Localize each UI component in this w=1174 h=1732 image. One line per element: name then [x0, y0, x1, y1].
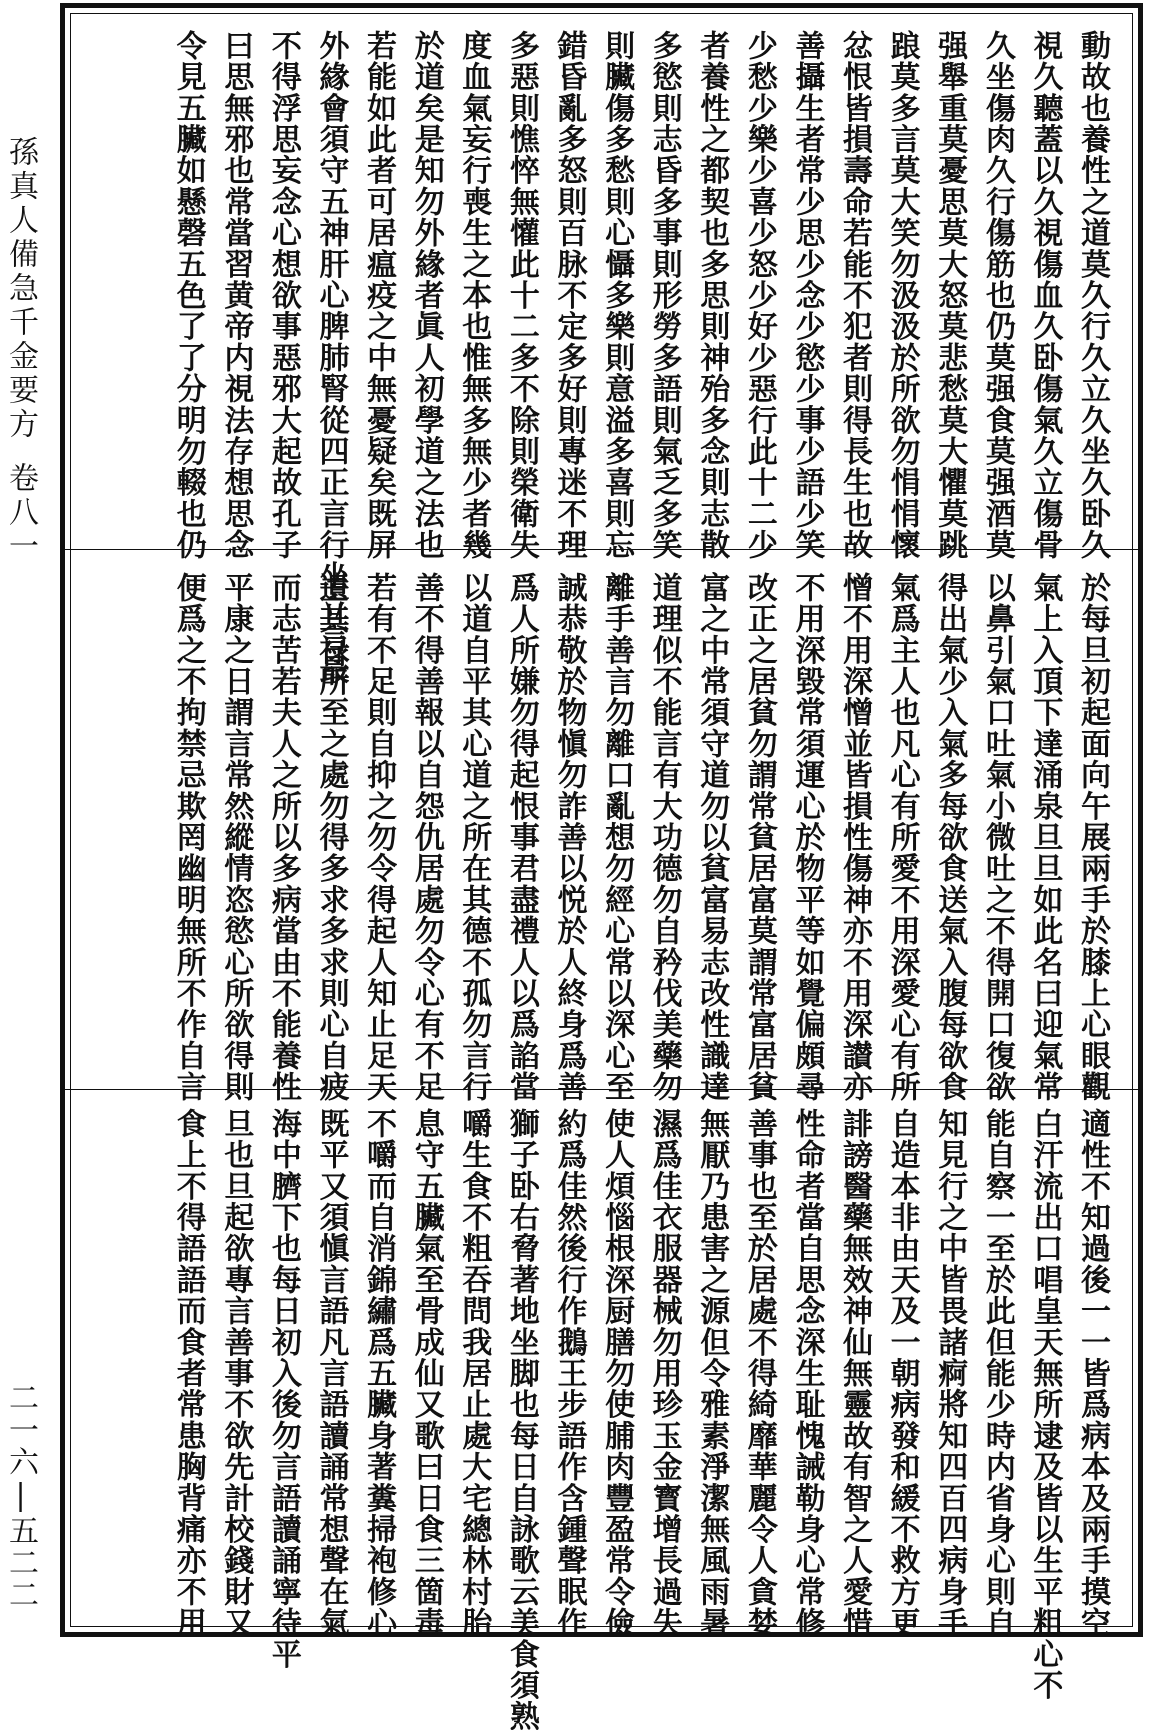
text-column: 踉莫多言莫大笑勿汲汲於所欲勿悁悁懷 [884, 30, 920, 561]
text-column: 富之中常須守道勿以貧富易志改性識達 [694, 572, 730, 1103]
side-title: 孫真人備急千金要方 [3, 136, 38, 442]
text-column: 强舉重莫憂思莫大怒莫悲愁莫大懼莫跳 [932, 30, 968, 561]
side-page-number: 二一六|五二二 [3, 1382, 38, 1611]
text-column: 使人煩惱根深厨膳勿使脯肉豐盈常令儉 [599, 1108, 635, 1639]
text-column: 於每旦初起面向午展兩手於膝上心眼觀 [1075, 572, 1110, 1103]
text-column: 則臟傷多愁則心懾多樂則意溢多喜則忘 [599, 30, 635, 561]
text-column: 多慾則志昏多事則形勞多語則氣乏多笑 [646, 30, 682, 561]
panel-bottom-text [164, 1108, 1116, 1732]
text-column: 者養性之都契也多思則神殆多念則志散 [694, 30, 730, 561]
panel-middle-text [164, 572, 1116, 1103]
text-column: 遺其禄所至之處勿得多求多求則心自疲 [313, 572, 349, 1103]
text-column: 海中臍下也每日初入後勿言語讀誦寧待平 [265, 1108, 301, 1670]
text-column: 誠恭敬於物愼勿詐善以悦於人終身爲善 [551, 572, 587, 1103]
text-column: 若有不足則自抑之勿令得起人知止足天 [361, 572, 397, 1103]
panel-middle [65, 549, 1138, 1103]
text-column: 約爲佳然後行作鵝王步語作含鍾聲眠作 [551, 1108, 587, 1639]
text-column: 以道自平其心道之所在其德不孤勿言行 [456, 572, 492, 1103]
text-column: 食上不得語語而食者常患胸背痛亦不用 [170, 1108, 206, 1639]
text-column: 既平又須愼言語凡言語讀誦常想聲在氣 [313, 1108, 349, 1639]
text-column: 息守五臟氣至骨成仙又歌曰日食三箇毒 [408, 1108, 444, 1639]
text-column: 知見行之中皆畏諸痾將知四百四病身手 [932, 1108, 968, 1639]
text-column: 憎不用深憎並皆損性傷神亦不用深讃亦 [837, 572, 873, 1103]
text-column: 旦也旦起欲專言善事不欲先計校錢財又 [218, 1108, 254, 1639]
text-column: 嚼生食不粗吞問我居止處大宅總林村胎 [456, 1108, 492, 1639]
text-column: 氣爲主人也凡心有所愛不用深愛心有所 [884, 572, 920, 1103]
text-column: 錯昏亂多怒則百脉不定多好則專迷不理 [551, 30, 587, 561]
text-column: 道理似不能言有大功德勿自矜伐美藥勿 [646, 572, 682, 1103]
text-column: 於道矣是知勿外緣者眞人初學道之法也 [408, 30, 444, 561]
text-column: 久坐傷肉久行傷筋也仍莫强食莫强酒莫 [979, 30, 1015, 561]
panel-top-text [164, 30, 1116, 686]
text-column: 氣上入頂下達涌泉旦旦如此名曰迎氣常 [1027, 572, 1063, 1103]
text-column: 而志苦若夫人之所以多病當由不能養性 [265, 572, 301, 1103]
text-column: 得出氣少入氣多每欲食送氣入腹每欲食 [932, 572, 968, 1103]
text-column: 平康之日謂言常然縱情恣慾心所欲得則 [218, 572, 254, 1103]
side-volume: 卷八一 [3, 462, 38, 564]
text-column: 善事也至於居處不得綺靡華麗令人貪婪 [741, 1108, 777, 1639]
text-column: 濕爲佳衣服器械勿用珍玉金寳增長過失 [646, 1108, 682, 1639]
text-column: 不得浮思妄念心想欲事惡邪大起故孔子 [265, 30, 301, 561]
text-column: 令見五臟如懸磬五色了了分明勿輟也仍 [170, 30, 206, 561]
text-column: 善攝生者常少思少念少慾少事少語少笑 [789, 30, 825, 561]
text-column: 多惡則憔悴無懽此十二多不除則榮衛失 [503, 30, 539, 561]
text-column: 若能如此者可居瘟疫之中無憂疑矣既屏 [361, 30, 397, 561]
text-column: 外緣會須守五神肝心脾肺腎從四正言行坐立言最 [313, 30, 349, 686]
text-column: 誹謗醫藥無效神仙無靈故有智之人愛惜 [837, 1108, 873, 1639]
text-column: 不嚼而自消錦繡爲五臟身著糞掃袍修心 [361, 1108, 397, 1639]
text-column: 視久聽蓋以久視傷血久卧傷氣久立傷骨 [1027, 30, 1063, 561]
page-frame [60, 3, 1143, 1732]
text-column: 自造本非由天及一朝病發和緩不救方更 [884, 1108, 920, 1639]
text-column: 適性不知過後一一皆爲病本及兩手摸空 [1075, 1108, 1110, 1639]
text-column: 善不得善報以自怨仇居處勿令心有不足 [408, 572, 444, 1103]
text-column: 不用深毀常須運心於物平等如覺偏頗尋 [789, 572, 825, 1103]
text-column: 能自察一至於此但能少時内省身心則自 [979, 1108, 1015, 1639]
text-column: 忿恨皆損壽命若能不犯者則得長生也故 [837, 30, 873, 561]
panel-top [65, 8, 1138, 686]
text-column: 爲人所嫌勿得起恨事君盡禮人以爲諂當 [503, 572, 539, 1103]
text-column: 少愁少樂少喜少怒少好少惡行此十二少 [741, 30, 777, 561]
text-column: 曰思無邪也常當習黄帝内視法存想思念 [218, 30, 254, 561]
text-column: 度血氣妄行喪生之本也惟無多無少者幾 [456, 30, 492, 561]
panel-bottom [65, 1089, 1138, 1732]
text-column: 離手善言勿離口亂想勿經心常以深心至 [599, 572, 635, 1103]
text-column: 改正之居貧勿謂常貧居富莫謂常富居貧 [741, 572, 777, 1103]
text-column: 白汗流出口唱皇天無所逮及皆以生平粗心不 [1027, 1108, 1063, 1701]
text-column: 性命者當自思念深生耻愧誡勒身心常修 [789, 1108, 825, 1639]
text-column: 獅子卧右脅著地坐脚也每日自詠歌云美食須熟 [503, 1108, 539, 1732]
text-column: 無厭乃患害之源但令雅素淨潔無風雨暑 [694, 1108, 730, 1639]
text-column: 便爲之不拘禁忌欺罔幽明無所不作自言 [170, 572, 206, 1103]
text-column: 以鼻引氣口吐氣小微吐之不得開口復欲 [979, 572, 1015, 1103]
text-column: 動故也養性之道莫久行久立久坐久卧久 [1075, 30, 1110, 561]
